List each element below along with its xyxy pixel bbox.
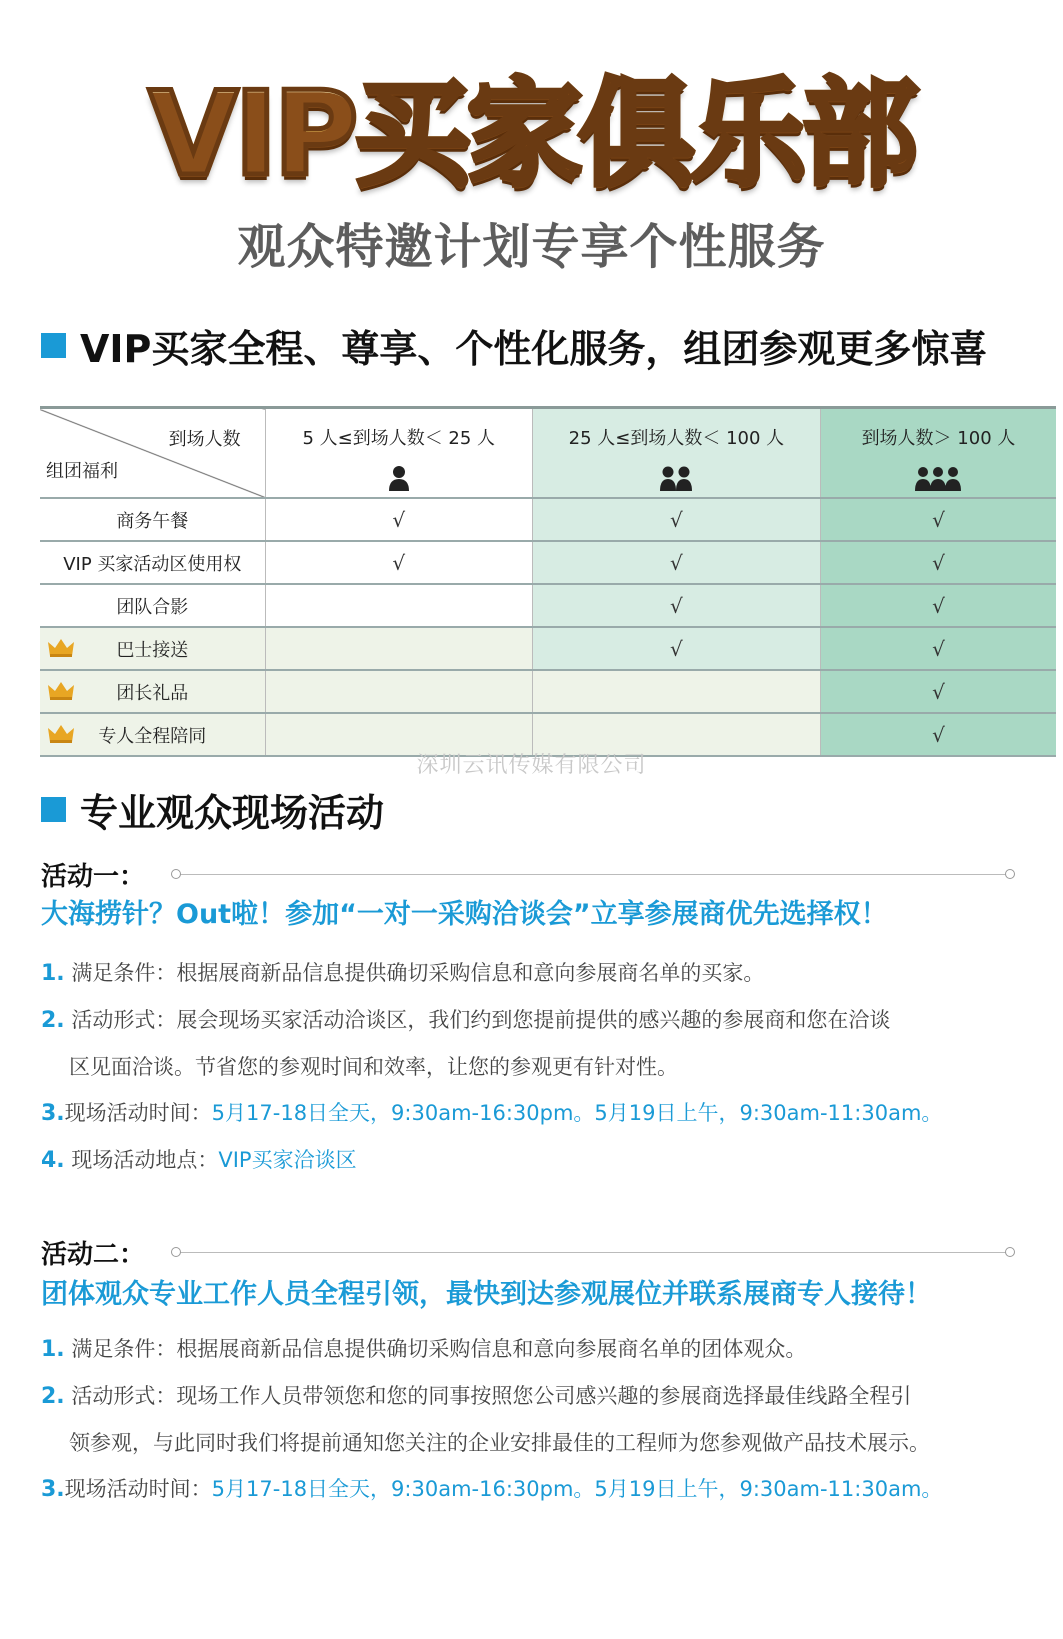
three-people-icon — [915, 464, 961, 492]
item-text: 现场活动地点： — [71, 1148, 219, 1172]
activity-two-header — [41, 1234, 1011, 1271]
table-cell — [265, 498, 532, 541]
list-item — [41, 997, 1011, 1044]
item-text: 现场活动时间： — [64, 1101, 212, 1125]
column-header-label: 25 人≤到场人数＜ 100 人 — [568, 428, 785, 449]
list-item — [41, 950, 1011, 997]
crown-icon — [48, 638, 74, 658]
section-heading-text: VIP买家全程、尊享、个性化服务，组团参观更多惊喜 — [80, 327, 988, 371]
row-label: 团队合影 — [40, 584, 265, 627]
item-text: 满足条件：根据展商新品信息提供确切采购信息和意向参展商名单的团体观众。 — [71, 1337, 807, 1361]
crown-icon — [48, 724, 74, 744]
item-highlight: 5月17-18日全天，9:30am-16:30pm。5月19日上午，9:30am-11:30am。 — [211, 1477, 943, 1501]
divider-line — [175, 874, 1011, 875]
list-item-continuation: 领参观，与此同时我们将提前通知您关注的企业安排最佳的工程师为您参观做产品技术展示。 — [69, 1431, 930, 1455]
list-item — [41, 1326, 1011, 1373]
list-item — [41, 1137, 1011, 1184]
item-text: 满足条件：根据展商新品信息提供确切采购信息和意向参展商名单的买家。 — [71, 961, 765, 985]
table-cell — [265, 584, 532, 627]
table-cell — [820, 584, 1056, 627]
activity-two-list — [41, 1326, 1011, 1513]
item-number: 3. — [41, 1477, 65, 1502]
table-cell — [265, 541, 532, 584]
row-label-cell — [40, 627, 265, 670]
table-cell — [820, 670, 1056, 713]
check-mark: √ — [392, 507, 406, 532]
check-mark: √ — [670, 507, 683, 532]
corner-cell — [40, 408, 265, 499]
table-cell — [532, 498, 820, 541]
crown-icon — [48, 681, 74, 701]
hero-title: VIP买家俱乐部 — [148, 67, 915, 202]
table-cell — [532, 627, 820, 670]
table-row — [40, 541, 1056, 584]
check-mark: √ — [670, 593, 683, 618]
row-label: 团长礼品 — [116, 682, 189, 704]
section-heading-text: 专业观众现场活动 — [80, 791, 385, 835]
table-cell — [532, 584, 820, 627]
section-heading-vip-services — [41, 318, 987, 373]
column-header-small-group — [265, 408, 532, 499]
table-row — [40, 498, 1056, 541]
table-cell — [532, 541, 820, 584]
table-cell — [820, 541, 1056, 584]
check-mark: √ — [932, 722, 945, 747]
item-number: 2. — [41, 1008, 65, 1033]
watermark: 深圳云讯传媒有限公司 — [416, 753, 647, 778]
activity-one-title: 大海捞针？Out啦！参加“一对一采购洽谈会”立享参展商优先选择权！ — [41, 899, 888, 930]
check-mark: √ — [932, 679, 945, 704]
activity-two-title: 团体观众专业工作人员全程引领，最快到达参观展位并联系展商专人接待！ — [41, 1279, 932, 1310]
two-people-icon — [660, 464, 692, 492]
check-mark: √ — [932, 550, 945, 575]
corner-bottom-label: 组团福利 — [46, 461, 118, 482]
column-header-label: 到场人数＞ 100 人 — [861, 428, 1016, 449]
check-mark: √ — [670, 636, 683, 661]
activity-one-list — [41, 950, 1011, 1184]
check-mark: √ — [932, 636, 945, 661]
table-cell — [820, 627, 1056, 670]
row-label: VIP 买家活动区使用权 — [40, 541, 265, 584]
check-mark: √ — [932, 593, 945, 618]
table-row — [40, 670, 1056, 713]
table-header-row — [40, 408, 1056, 499]
item-number: 1. — [41, 1337, 65, 1362]
item-highlight: 5月17-18日全天，9:30am-16:30pm。5月19日上午，9:30am-11:30am。 — [211, 1101, 943, 1125]
item-number: 3. — [41, 1101, 65, 1126]
table-cell — [265, 627, 532, 670]
column-header-medium-group — [532, 408, 820, 499]
subtitle: 观众特邀计划专享个性服务 — [237, 219, 826, 275]
item-number: 2. — [41, 1384, 65, 1409]
table-cell — [532, 670, 820, 713]
table-row — [40, 584, 1056, 627]
activity-label: 活动二： — [41, 1240, 146, 1270]
activity-label: 活动一： — [41, 862, 146, 892]
item-number: 1. — [41, 961, 65, 986]
list-item — [41, 1090, 1011, 1137]
item-number: 4. — [41, 1148, 65, 1173]
activity-one-header — [41, 856, 1011, 893]
row-label: 商务午餐 — [40, 498, 265, 541]
column-header-label: 5 人≤到场人数＜ 25 人 — [302, 428, 496, 449]
divider-line — [175, 1252, 1011, 1253]
item-text: 现场活动时间： — [64, 1477, 212, 1501]
row-label: 巴士接送 — [116, 639, 189, 661]
corner-top-label: 到场人数 — [168, 429, 241, 450]
single-person-icon — [389, 464, 409, 492]
list-item-continuation: 区见面洽谈。节省您的参观时间和效率，让您的参观更有针对性。 — [69, 1055, 678, 1079]
check-mark: √ — [932, 507, 945, 532]
table-cell — [265, 670, 532, 713]
list-item — [41, 1373, 1011, 1420]
item-highlight: VIP买家洽谈区 — [218, 1148, 357, 1172]
table-row — [40, 627, 1056, 670]
row-label-cell — [40, 670, 265, 713]
check-mark: √ — [670, 550, 683, 575]
table-cell — [820, 498, 1056, 541]
item-text: 活动形式：展会现场买家活动洽谈区，我们约到您提前提供的感兴趣的参展商和您在洽谈 — [71, 1008, 891, 1032]
item-text: 活动形式：现场工作人员带领您和您的同事按照您公司感兴趣的参展商选择最佳线路全程引 — [71, 1384, 912, 1408]
benefits-table — [40, 406, 1056, 757]
check-mark: √ — [392, 550, 406, 575]
column-header-large-group — [820, 408, 1056, 499]
bullet-square-icon — [41, 333, 66, 358]
section-heading-activities — [41, 782, 384, 837]
row-label: 专人全程陪同 — [98, 725, 207, 747]
list-item — [41, 1466, 1011, 1513]
bullet-square-icon — [41, 797, 66, 822]
